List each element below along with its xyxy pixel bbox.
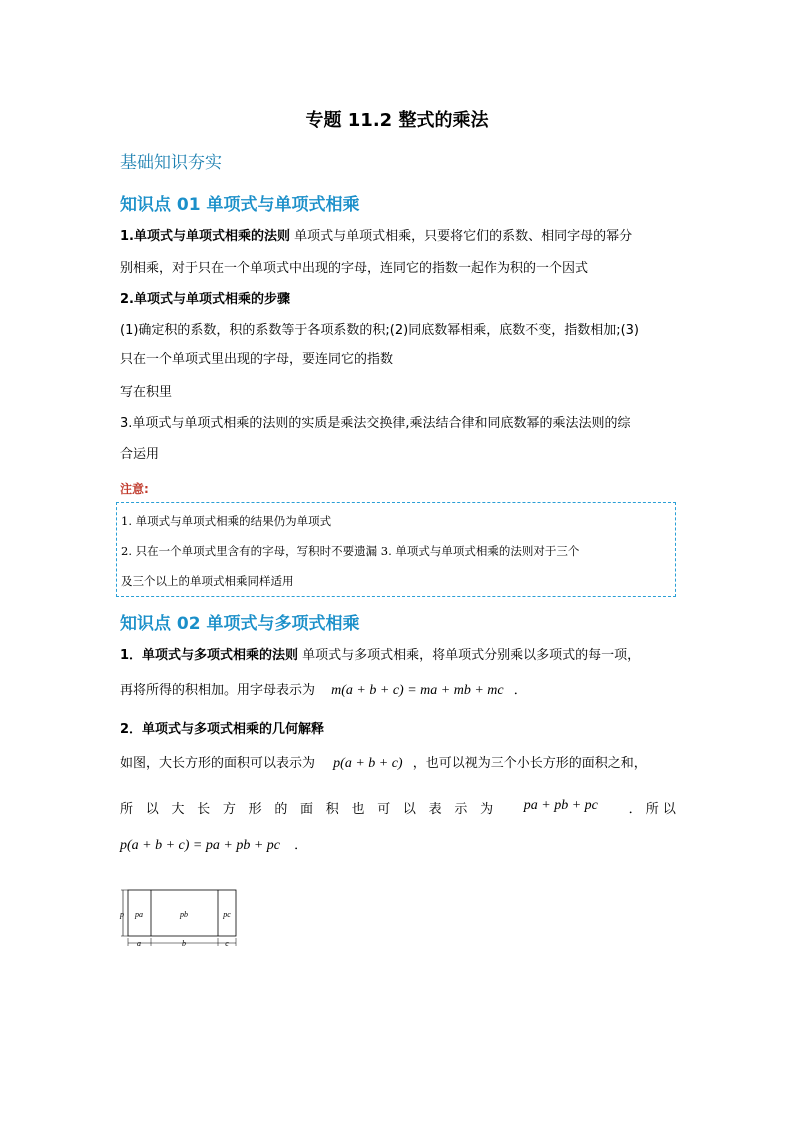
formula-area: p(a + b + c) [333,756,403,771]
figure-label-p: p [120,910,124,919]
figure-cell-pb: pb [180,910,188,919]
spread-char: 积 [325,802,339,817]
geometry-line-2 [120,798,676,817]
note-line-2: 2. 只在一个单项式里含有的字母，写积时不要遗漏 3. 单项式与单项式相乘的法则对于三个 [121,544,580,558]
spread-char: 方 [222,802,236,817]
formula-distributive: m(a + b + c) = ma + mb + mc [331,683,504,698]
note-line-3: 及三个以上的单项式相乘同样适用 [121,574,294,588]
spread-end: ． 所 以 [628,802,676,817]
spread-char: 示 [454,802,468,817]
paragraph-rule-1 [120,229,632,245]
steps-line-2: 只在一个单项式里出现的字母，要连同它的指数 [120,352,394,367]
figure-label-c: c [225,939,229,948]
heading-knowledge-point-1: 知识点 01 单项式与单项式相乘 [120,195,360,215]
rule-text: 单项式与单项式相乘，只要将它们的系数、相同字母的幂分 [289,229,633,244]
page-title: 专题 11.2 整式的乘法 [305,110,489,131]
period: ． [294,838,308,853]
formula-sum: pa + pb + pc [523,798,598,813]
geometry-line-1 [120,756,647,772]
note-label: 注意: [120,482,149,496]
paragraph-rule-2 [120,648,640,664]
formula-identity: p(a + b + c) = pa + pb + pc [120,838,280,853]
spread-char: 大 [171,802,185,817]
steps-line-3: 写在积里 [120,385,173,400]
steps-label: 2.单项式与单项式相乘的步骤 [120,292,290,307]
period: ． [513,683,527,698]
geometry-label: 2．单项式与多项式相乘的几何解释 [120,722,325,737]
spread-char: 为 [480,802,494,817]
figure-label-a: a [137,939,141,948]
spread-char: 表 [428,802,442,817]
spread-char: 的 [274,802,288,817]
heading-knowledge-point-2: 知识点 02 单项式与多项式相乘 [120,614,360,634]
spread-char: 面 [300,802,314,817]
figure-cell-pa: pa [135,910,143,919]
figure-label-b: b [182,939,186,948]
geometry-text-end: ，也可以视为三个小长方形的面积之和， [412,756,647,771]
section-subtitle: 基础知识夯实 [120,153,222,173]
spread-char: 可 [377,802,391,817]
spread-char: 长 [197,802,211,817]
steps-line-1: (1)确定积的系数，积的系数等于各项系数的积;(2)同底数幂相乘，底数不变，指数相加;(3) [120,323,640,338]
spread-char: 形 [248,802,262,817]
essence-line-2: 合运用 [120,447,160,462]
paragraph-rule-1-cont: 别相乘，对于只在一个单项式中出现的字母，连同它的指数一起作为积的一个因式 [120,261,589,276]
rule2-label: 1．单项式与多项式相乘的法则 [120,648,299,663]
area-model-figure [118,888,243,950]
spread-char: 也 [351,802,365,817]
figure-cell-pc: pc [223,910,231,919]
geometry-line-3 [120,838,307,854]
paragraph-rule-2-cont [120,683,527,699]
note-line-1: 1. 单项式与单项式相乘的结果仍为单项式 [121,514,332,528]
spread-char: 以 [402,802,416,817]
rule2-cont-text: 再将所得的积相加。用字母表示为 [120,683,316,698]
rule2-text: 单项式与多项式相乘，将单项式分别乘以多项式的每一项， [298,648,641,663]
rule-label: 1.单项式与单项式相乘的法则 [120,229,290,244]
spread-char: 所 [120,802,134,817]
spread-char: 以 [145,802,159,817]
geometry-text-start: 如图，大长方形的面积可以表示为 [120,756,316,771]
essence-line-1: 3.单项式与单项式相乘的法则的实质是乘法交换律,乘法结合律和同底数幂的乘法法则的综 [120,416,631,431]
